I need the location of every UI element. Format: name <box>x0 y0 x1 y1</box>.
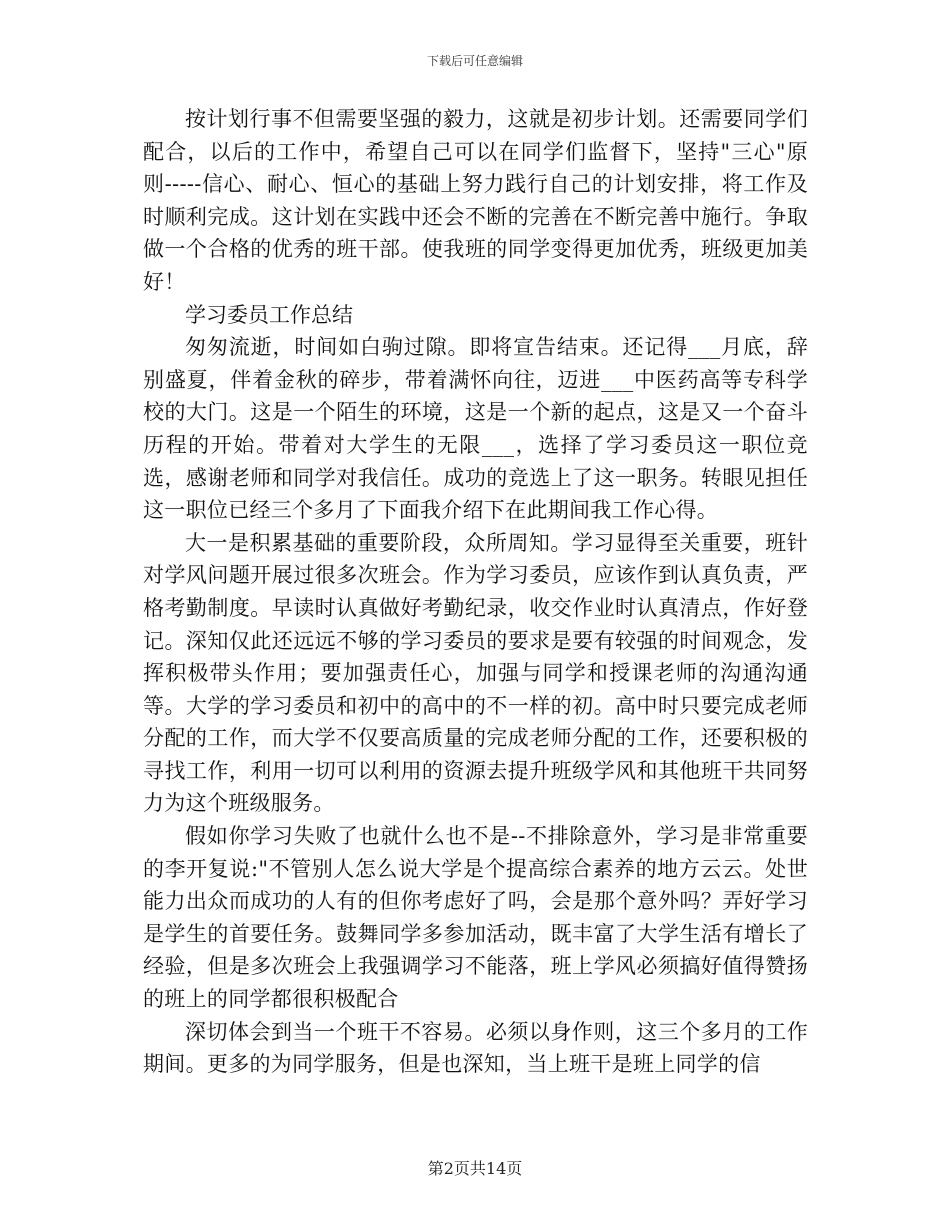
paragraph-responsibilities: 大一是积累基础的重要阶段，众所周知。学习显得至关重要，班针对学风问题开展过很多次班会。作为学习委员，应该作到认真负责，严格考勤制度。早读时认真做好考勤纪录，收交作业时认真清点，作好登记。深知仅此还远远不够的学习委员的要求是要有较强的时间观念，发挥积极带头作用；要加强责任心，加强与同学和授课老师的沟通沟通等。大学的学习委员和初中的高中的不一样的初。高中时只要完成老师分配的工作，而大学不仅要高质量的完成老师分配的工作，还要积极的寻找工作，利用一切可以利用的资源去提升班级学风和其他班干共同努力为这个班级服务。 <box>143 530 808 816</box>
page-number: 第2页共14页 <box>427 1159 523 1178</box>
paragraph-study-importance: 假如你学习失败了也就什么也不是--不排除意外，学习是非常重要的李开复说:"不管别人怎么说大学是个提高综合素养的地方云云。处世能力出众而成功的人有的但你考虑好了吗，会是那个意外吗？弄好学习是学生的首要任务。鼓舞同学多参加活动，既丰富了大学生活有增长了经验，但是多次班会上我强调学习不能落，班上学风必须搞好值得赞扬的班上的同学都很积极配合 <box>143 824 808 1012</box>
document-body <box>143 103 808 1081</box>
paragraph-plan-conclusion: 按计划行事不但需要坚强的毅力，这就是初步计划。还需要同学们配合，以后的工作中，希望自己可以在同学们监督下，坚持"三心"原则-----信心、耐心、恒心的基础上努力践行自己的计划安排，将工作及时顺利完成。这计划在实践中还会不断的完善在不断完善中施行。争取做一个合格的优秀的班干部。使我班的同学变得更加优秀，班级更加美好！ <box>143 107 808 294</box>
paragraph-reflection: 深切体会到当一个班干不容易。必须以身作则，这三个多月的工作期间。更多的为同学服务，但是也深知，当上班干是班上同学的信 <box>143 1019 808 1077</box>
paragraph-introduction: 匆匆流逝，时间如白驹过隙。即将宣告结束。还记得___月底，辞别盛夏，伴着金秋的碎步，带着满怀向往，迈进___中医药高等专科学校的大门。这是一个陌生的环境，这是一个新的起点，这是又一个奋斗历程的开始。带着对大学生的无限___，选择了学习委员这一职位竞选，感谢老师和同学对我信任。成功的竞选上了这一职务。转眼见担任这一职位已经三个多月了下面我介绍下在此期间我工作心得。 <box>143 335 808 523</box>
header-note: 下载后可任意编辑 <box>426 54 523 68</box>
section-heading: 学习委员工作总结 <box>185 302 353 327</box>
